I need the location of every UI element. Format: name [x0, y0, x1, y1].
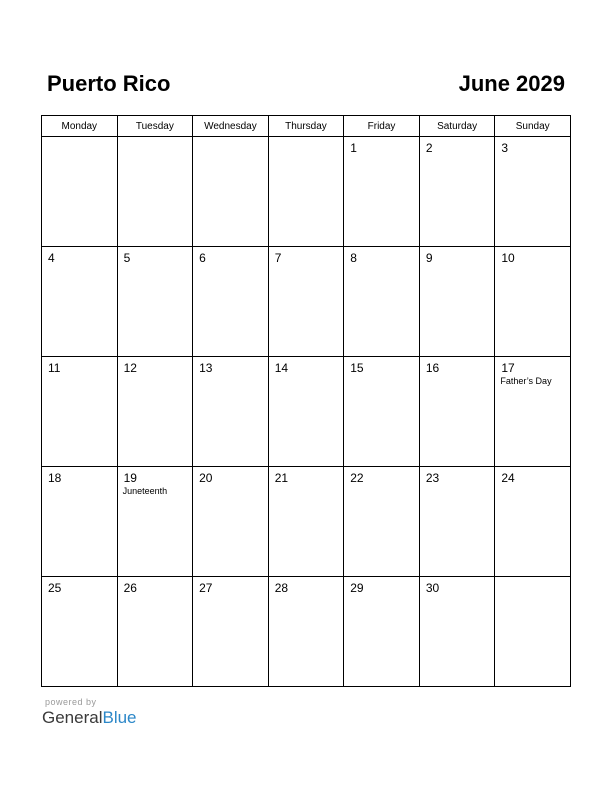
holiday-label	[193, 141, 268, 142]
day-number: 22	[350, 471, 364, 485]
week-row	[42, 247, 571, 357]
day-cell	[344, 137, 420, 247]
weekday-header: Saturday	[419, 116, 495, 137]
day-number: 23	[425, 471, 440, 485]
day-cell	[419, 467, 495, 577]
day-cell	[42, 137, 118, 247]
holiday-label	[420, 265, 495, 266]
day-cell	[193, 137, 269, 247]
weekday-header: Friday	[344, 116, 420, 137]
day-number: 9	[425, 251, 433, 265]
day-number: 26	[123, 581, 137, 595]
day-cell	[344, 247, 420, 357]
day-cell	[117, 247, 193, 357]
week-row	[42, 577, 571, 687]
weekday-header: Sunday	[495, 116, 571, 137]
holiday-label	[193, 375, 268, 376]
day-number: 17	[501, 361, 515, 375]
holiday-label	[193, 595, 268, 596]
day-cell	[193, 577, 269, 687]
day-cell	[419, 247, 495, 357]
day-number: 5	[123, 251, 131, 265]
day-cell	[42, 467, 118, 577]
day-number: 2	[425, 141, 433, 155]
day-cell	[193, 247, 269, 357]
day-number: 27	[199, 581, 213, 595]
day-number: 12	[123, 361, 137, 375]
day-cell	[495, 467, 571, 577]
day-cell	[193, 357, 269, 467]
holiday-label	[344, 375, 419, 376]
holiday-label	[420, 375, 495, 376]
holiday-label	[344, 155, 419, 156]
holiday-label: Father’s Day	[500, 376, 552, 386]
holiday-label	[118, 141, 193, 142]
week-row	[42, 357, 571, 467]
holiday-label	[269, 595, 344, 596]
week-row	[42, 137, 571, 247]
holiday-label	[495, 485, 570, 486]
calendar-grid	[41, 115, 571, 687]
weekday-header: Tuesday	[117, 116, 193, 137]
day-number: 25	[48, 581, 62, 595]
holiday-label	[118, 375, 193, 376]
day-cell	[193, 467, 269, 577]
holiday-label	[42, 595, 117, 596]
day-cell	[268, 577, 344, 687]
weekday-header: Thursday	[268, 116, 344, 137]
day-number: 1	[350, 141, 357, 155]
day-number: 10	[501, 251, 515, 265]
holiday-label	[420, 485, 495, 486]
holiday-label	[420, 155, 495, 156]
holiday-label	[420, 595, 495, 596]
day-cell	[495, 577, 571, 687]
day-number: 30	[425, 581, 440, 595]
day-cell	[117, 137, 193, 247]
holiday-label	[42, 375, 117, 376]
day-number: 19	[123, 471, 137, 485]
country-title: Puerto Rico	[47, 71, 171, 96]
day-number: 3	[501, 141, 509, 155]
holiday-label	[344, 485, 419, 486]
holiday-label	[269, 141, 344, 142]
holiday-label	[344, 595, 419, 596]
day-cell	[495, 357, 571, 467]
day-number: 24	[501, 471, 515, 485]
day-number: 7	[274, 251, 282, 265]
logo-general-text: General	[42, 708, 103, 727]
holiday-label	[118, 595, 193, 596]
month-year-title: June 2029	[458, 71, 565, 96]
holiday-label	[42, 265, 117, 266]
day-number: 8	[350, 251, 357, 265]
holiday-label	[42, 485, 117, 486]
day-number: 29	[350, 581, 364, 595]
holiday-label	[193, 265, 268, 266]
day-number: 18	[48, 471, 62, 485]
weekday-header-row	[42, 116, 571, 137]
day-cell	[344, 467, 420, 577]
day-number: 21	[274, 471, 289, 485]
holiday-label	[495, 265, 570, 266]
generalblue-logo[interactable]	[42, 708, 137, 728]
holiday-label	[42, 141, 117, 142]
holiday-label	[344, 265, 419, 266]
holiday-label	[495, 581, 570, 582]
day-number: 4	[48, 251, 55, 265]
holiday-label	[495, 155, 570, 156]
logo-blue-text: Blue	[102, 708, 137, 727]
day-cell	[268, 247, 344, 357]
week-row	[42, 467, 571, 577]
day-number: 16	[425, 361, 440, 375]
day-number: 6	[199, 251, 206, 265]
holiday-label: Juneteenth	[122, 486, 168, 496]
day-cell	[344, 357, 420, 467]
weekday-header: Monday	[42, 116, 118, 137]
day-number: 14	[274, 361, 289, 375]
day-cell	[268, 137, 344, 247]
powered-by-text: powered by	[45, 697, 97, 707]
day-cell	[268, 467, 344, 577]
holiday-label	[193, 485, 268, 486]
day-cell	[419, 357, 495, 467]
day-cell	[419, 577, 495, 687]
day-cell	[419, 137, 495, 247]
holiday-label	[269, 375, 344, 376]
day-cell	[117, 467, 193, 577]
day-cell	[495, 247, 571, 357]
day-number: 15	[350, 361, 364, 375]
day-cell	[495, 137, 571, 247]
day-number: 20	[199, 471, 213, 485]
day-number: 11	[48, 361, 61, 375]
day-cell	[42, 577, 118, 687]
holiday-label	[269, 485, 344, 486]
day-number: 28	[274, 581, 289, 595]
day-cell	[117, 577, 193, 687]
holiday-label	[118, 265, 193, 266]
weekday-header: Wednesday	[193, 116, 269, 137]
day-cell	[117, 357, 193, 467]
day-cell	[42, 357, 118, 467]
day-cell	[268, 357, 344, 467]
day-number: 13	[199, 361, 213, 375]
day-cell	[42, 247, 118, 357]
holiday-label	[269, 265, 344, 266]
day-cell	[344, 577, 420, 687]
